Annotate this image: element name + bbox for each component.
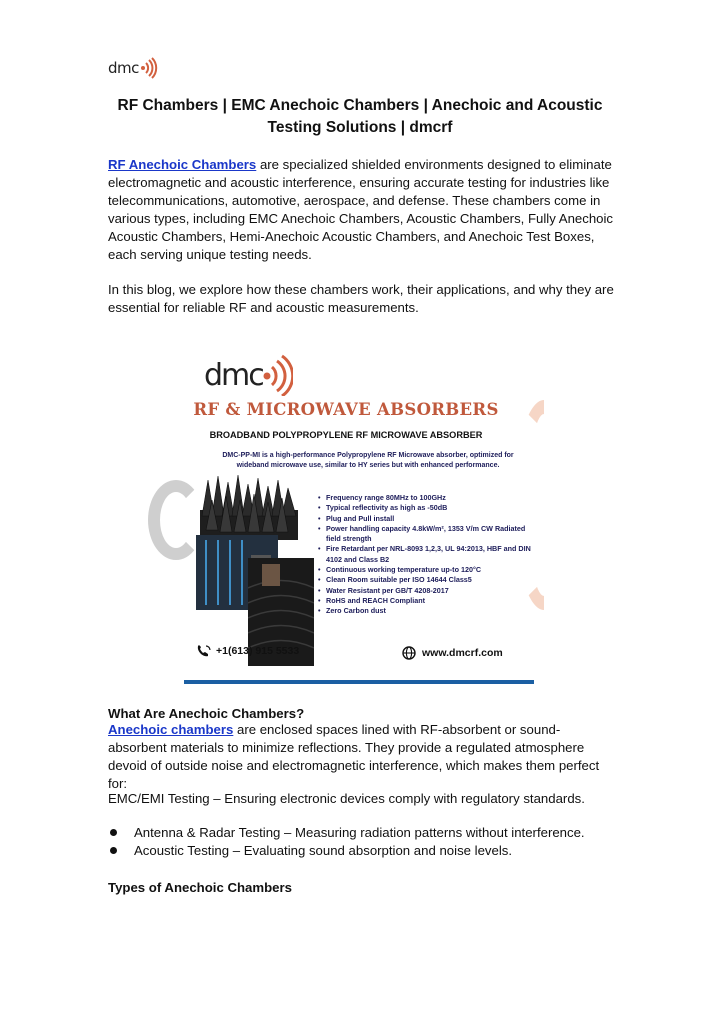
- section-heading-what-are: What Are Anechoic Chambers?: [108, 706, 305, 721]
- feature-item: • Power handling capacity 4.8kW/m², 1353 V/m CW Radiated field strength: [318, 524, 538, 545]
- intro-paragraph: [108, 156, 614, 264]
- section1-text: are enclosed spaces lined with RF-absorbent or sound-absorbent materials to minimize reflections. They provide a regulated atmosphere devoid of outside noise and electromagnetic interference, which makes them perfect for:: [108, 722, 600, 791]
- absorber-ad-banner: [148, 340, 544, 684]
- site-logo: [108, 55, 158, 81]
- banner-phone: [196, 644, 299, 658]
- page-title: RF Chambers | EMC Anechoic Chambers | Anechoic and Acoustic Testing Solutions | dmcrf: [117, 97, 603, 136]
- signal-waves-icon: [263, 354, 293, 396]
- bullet-icon: [110, 847, 117, 854]
- list-item: Antenna & Radar Testing – Measuring radiation patterns without interference.: [108, 824, 585, 842]
- list-item: Acoustic Testing – Evaluating sound absorption and noise levels.: [108, 842, 585, 860]
- globe-icon: [402, 646, 416, 660]
- anechoic-chambers-link[interactable]: Anechoic chambers: [108, 722, 234, 737]
- feature-item: • RoHS and REACH Compliant: [318, 596, 538, 606]
- banner-feature-list: [318, 493, 538, 617]
- banner-bottom-bar: [184, 680, 534, 684]
- banner-description: DMC-PP-MI is a high-performance Polypropylene RF Microwave absorber, optimized for wideband microwave use, similar to HY series but with enhanced performance.: [222, 452, 514, 469]
- logo-text: dmc: [108, 59, 139, 77]
- feature-item: • Clean Room suitable per ISO 14644 Class5: [318, 575, 538, 585]
- feature-item: • Water Resistant per GB/T 4208-2017: [318, 586, 538, 596]
- section-heading-types: Types of Anechoic Chambers: [108, 880, 292, 895]
- website-url: www.dmcrf.com: [422, 647, 503, 659]
- testing-bullet-list: [108, 824, 585, 860]
- phone-number: +1(613) 915 5533: [216, 645, 300, 657]
- feature-item: • Frequency range 80MHz to 100GHz: [318, 493, 538, 503]
- pyramid-absorber-image: [200, 470, 298, 540]
- section1-paragraph: [108, 721, 614, 793]
- feature-item: • Plug and Pull install: [318, 514, 538, 524]
- feature-item: • Typical reflectivity as high as -50dB: [318, 503, 538, 513]
- phone-icon: [196, 644, 212, 658]
- banner-website: [402, 646, 503, 660]
- intro-text: are specialized shielded environments designed to eliminate electromagnetic and acoustic interference, ensuring accurate testing for industries like telecommunications, automotive, aerospace, and defense. These chambers come in various types, including EMC Anechoic Chambers, Acoustic Chambers, Fully Anechoic Acoustic Chambers, Hemi-Anechoic Acoustic Chambers, and Anechoic Test Boxes, each serving unique testing needs.: [108, 157, 614, 262]
- banner-logo: [204, 354, 293, 396]
- banner-logo-text: dmc: [204, 357, 263, 393]
- emc-testing-line: EMC/EMI Testing – Ensuring electronic devices comply with regulatory standards.: [108, 791, 585, 806]
- signal-waves-icon: [140, 57, 158, 79]
- banner-title: RF & MICROWAVE ABSORBERS: [193, 400, 499, 419]
- bullet-icon: [110, 829, 117, 836]
- feature-item: • Continuous working temperature up-to 120°C: [318, 565, 538, 575]
- feature-item: • Zero Carbon dust: [318, 606, 538, 616]
- blog-paragraph: In this blog, we explore how these chambers work, their applications, and why they are essential for reliable RF and acoustic measurements.: [108, 282, 614, 315]
- banner-subtitle: BROADBAND POLYPROPYLENE RF MICROWAVE ABSORBER: [209, 430, 483, 440]
- rf-anechoic-chambers-link[interactable]: RF Anechoic Chambers: [108, 157, 257, 172]
- feature-item: • Fire Retardant per NRL-8093 1,2,3, UL 94:2013, HBF and DIN 4102 and Class B2: [318, 544, 538, 565]
